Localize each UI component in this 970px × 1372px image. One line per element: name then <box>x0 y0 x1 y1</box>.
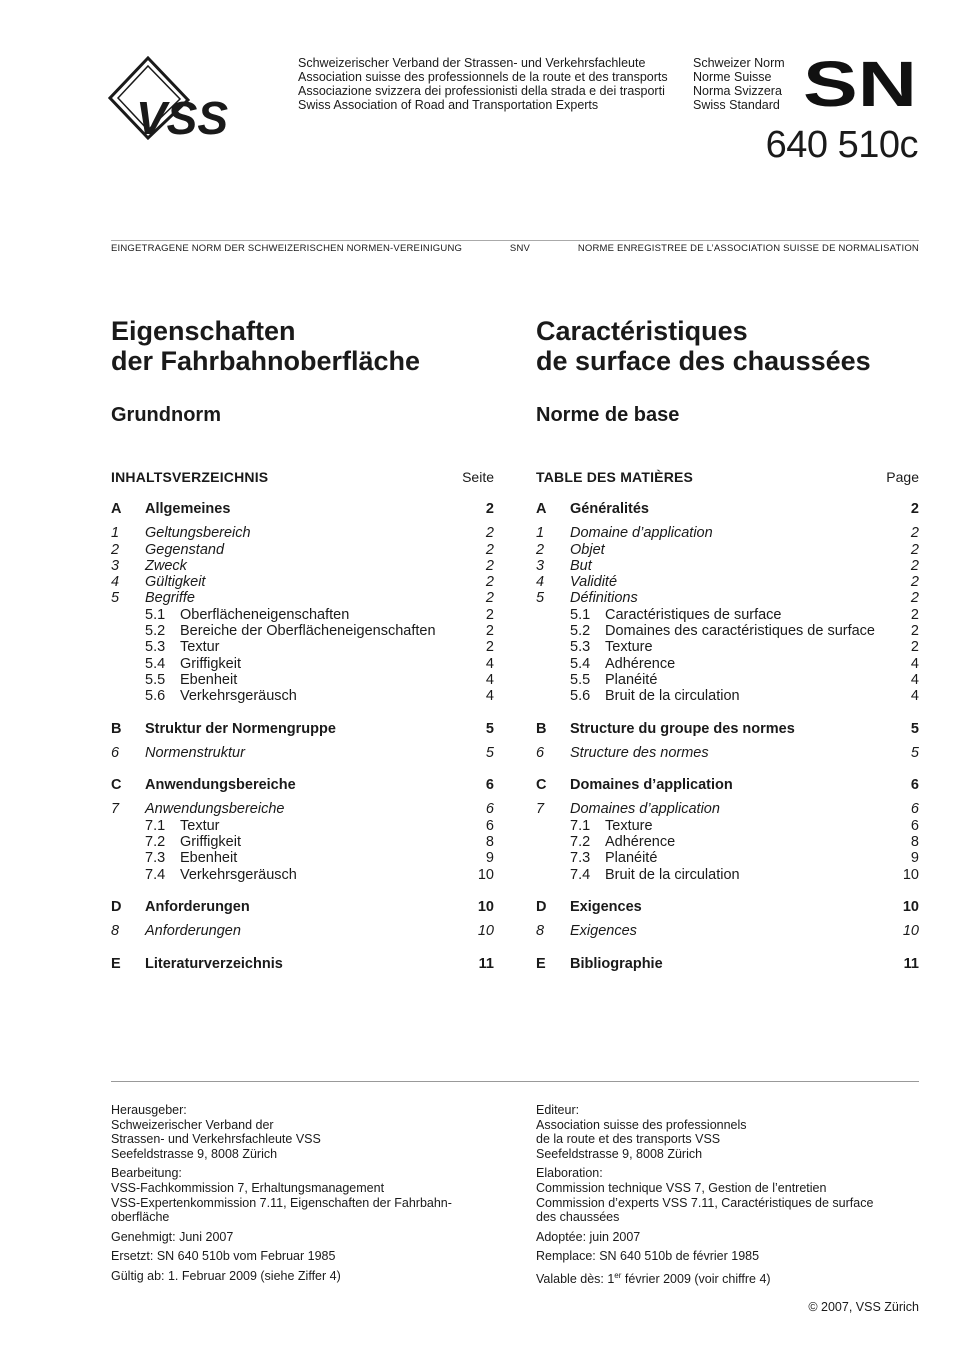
toc-entry <box>536 801 919 817</box>
toc-entry <box>536 899 919 915</box>
footer-line: Commission d’experts VSS 7.11, Caractéristiques de surface <box>536 1195 874 1210</box>
registration-line <box>111 240 919 254</box>
sn-logo-text: SN <box>803 58 917 110</box>
toc-page: 11 <box>478 955 494 972</box>
toc-entry <box>111 956 494 972</box>
toc-number: 4 <box>536 574 545 591</box>
toc-title: Textur <box>180 639 220 656</box>
footer-line: Elaboration: <box>536 1166 603 1181</box>
toc-title: Exigences <box>570 898 642 915</box>
toc-entry <box>111 777 494 793</box>
toc-entry <box>536 956 919 972</box>
footer-line: Genehmigt: Juni 2007 <box>111 1229 234 1244</box>
footer-divider <box>111 1081 919 1082</box>
toc-entry <box>536 818 919 834</box>
registration-fr: NORME ENREGISTREE DE L’ASSOCIATION SUISSE DE NORMALISATION <box>577 243 919 254</box>
toc-number: 6 <box>536 744 545 761</box>
toc-entry <box>536 558 919 574</box>
norm-name-en: Swiss Standard <box>693 98 780 112</box>
toc-number: 5.3 <box>570 639 591 656</box>
toc-spacer <box>536 517 919 525</box>
toc-entry <box>111 688 494 704</box>
toc-spacer <box>111 761 494 777</box>
toc-page: 2 <box>485 541 494 558</box>
toc-page: 5 <box>910 720 919 737</box>
toc-title: Domaines des caractéristiques de surface <box>605 623 875 640</box>
toc-number: 5.2 <box>145 623 166 640</box>
toc-spacer <box>536 793 919 801</box>
toc-number: 7.1 <box>145 817 166 834</box>
toc-page: 8 <box>910 834 919 851</box>
toc-page: 2 <box>485 639 494 656</box>
footer-line: Strassen- und Verkehrsfachleute VSS <box>111 1132 321 1147</box>
toc-page: 2 <box>910 501 919 517</box>
validity-suffix: février 2009 (voir chiffre 4) <box>621 1272 771 1287</box>
french-column <box>536 316 919 972</box>
toc-entry <box>536 923 919 939</box>
association-name-en: Swiss Association of Road and Transportation Experts <box>298 98 599 112</box>
toc-entry <box>111 923 494 939</box>
toc-spacer <box>111 940 494 956</box>
toc-title: Validité <box>570 574 618 591</box>
toc-entry <box>111 801 494 817</box>
toc-title: Texture <box>605 639 653 656</box>
toc-entry <box>536 688 919 704</box>
page-title-fr <box>536 316 919 376</box>
title-line: Eigenschaften <box>111 316 296 346</box>
footer-line: VSS-Expertenkommission 7.11, Eigenschaften der Fahrbahn- <box>111 1195 452 1210</box>
copyright: © 2007, VSS Zürich <box>808 1300 919 1314</box>
footer-group <box>111 1166 491 1224</box>
toc-number: D <box>111 898 122 915</box>
toc-entry <box>111 639 494 655</box>
footer-group <box>111 1230 491 1245</box>
toc-title: Literaturverzeichnis <box>145 955 283 972</box>
subtitle-de: Grundnorm <box>111 404 221 426</box>
toc-title: Zweck <box>145 557 187 574</box>
toc-page: 2 <box>485 525 494 542</box>
toc-number: 7.3 <box>570 850 591 867</box>
toc-title: Griffigkeit <box>180 655 241 672</box>
toc-entry <box>536 867 919 883</box>
footer-line: Adoptée: juin 2007 <box>536 1229 641 1244</box>
toc-page: 9 <box>910 850 919 867</box>
footer-line: Editeur: <box>536 1103 580 1117</box>
toc-number: 7 <box>111 801 120 818</box>
toc-entry <box>111 607 494 623</box>
toc-title: Bibliographie <box>570 955 663 972</box>
toc-page: 4 <box>485 671 494 688</box>
page-label: Page <box>886 469 919 485</box>
toc-page: 4 <box>910 671 919 688</box>
toc-entry <box>111 501 494 517</box>
publisher-info-fr <box>536 1103 916 1292</box>
sn-logo <box>803 58 919 110</box>
toc-page: 10 <box>477 866 494 883</box>
title-line: der Fahrbahnoberfläche <box>111 346 421 376</box>
toc-entry <box>536 590 919 606</box>
german-column <box>111 316 494 972</box>
toc-title: Structure des normes <box>570 744 709 761</box>
toc-page: 2 <box>910 639 919 656</box>
toc-entry <box>536 574 919 590</box>
footer-line: VSS-Fachkommission 7, Erhaltungsmanagement <box>111 1180 385 1195</box>
toc-number: 1 <box>111 525 120 542</box>
toc-page: 5 <box>910 744 919 761</box>
toc-title: Bereiche der Oberflächeneigenschaften <box>180 623 436 640</box>
footer-line: Seefeldstrasse 9, 8008 Zürich <box>536 1146 703 1161</box>
toc-number: 7.2 <box>145 834 166 851</box>
norm-name-de: Schweizer Norm <box>693 56 785 70</box>
toc-entry <box>536 745 919 761</box>
title-line: de surface des chaussées <box>536 346 871 376</box>
toc-title: Exigences <box>570 923 637 940</box>
toc-number: E <box>536 955 546 972</box>
toc-page: 10 <box>902 866 919 883</box>
toc-entry <box>536 850 919 866</box>
toc-title: Verkehrsgeräusch <box>180 688 297 705</box>
toc-entry <box>536 607 919 623</box>
toc-number: 3 <box>536 557 545 574</box>
toc-page: 6 <box>910 801 919 818</box>
toc-page: 4 <box>485 688 494 705</box>
footer-line: Ersetzt: SN 640 510b vom Februar 1985 <box>111 1249 336 1264</box>
toc-title: Struktur der Normengruppe <box>145 720 336 737</box>
toc-header-de <box>111 469 494 485</box>
footer-group <box>536 1166 916 1224</box>
footer-group <box>536 1249 916 1264</box>
footer-line: Herausgeber: <box>111 1103 187 1117</box>
toc-entry <box>111 590 494 606</box>
toc-number: 5 <box>111 590 120 607</box>
footer-line: oberfläche <box>111 1210 170 1225</box>
footer-line: Schweizerischer Verband der <box>111 1117 274 1132</box>
toc-title: Anforderungen <box>145 923 241 940</box>
footer-group <box>111 1269 491 1284</box>
toc-entry <box>536 834 919 850</box>
toc-entry <box>111 745 494 761</box>
toc-header-fr <box>536 469 919 485</box>
toc-number: 5 <box>536 590 545 607</box>
toc-entry <box>111 721 494 737</box>
toc-title: Généralités <box>570 501 649 517</box>
toc-number: 5.6 <box>145 688 166 705</box>
norm-name-fr: Norme Suisse <box>693 70 772 84</box>
toc-page: 10 <box>477 923 494 940</box>
toc-page: 6 <box>910 777 919 794</box>
toc-title: Bruit de la circulation <box>605 688 740 705</box>
toc-spacer <box>536 940 919 956</box>
toc-page: 5 <box>485 744 494 761</box>
toc-entry <box>111 672 494 688</box>
toc-page: 6 <box>910 817 919 834</box>
toc-title: Ebenheit <box>180 671 238 688</box>
toc-page: 4 <box>910 688 919 705</box>
toc-title: Gegenstand <box>145 541 225 558</box>
footer-group <box>536 1230 916 1245</box>
toc-title: Anwendungsbereiche <box>145 777 296 794</box>
toc-title: Bruit de la circulation <box>605 866 740 883</box>
toc-entry <box>536 672 919 688</box>
toc-title: Texture <box>605 817 653 834</box>
footer-group <box>536 1103 916 1161</box>
toc-spacer <box>536 915 919 923</box>
toc-entry <box>536 656 919 672</box>
toc-page: 10 <box>902 923 919 940</box>
page-title-de <box>111 316 494 376</box>
toc-spacer <box>111 915 494 923</box>
toc-title: Anforderungen <box>145 898 250 915</box>
toc-title: Ebenheit <box>180 850 238 867</box>
toc-entry <box>111 867 494 883</box>
toc-page: 4 <box>910 655 919 672</box>
toc-page: 10 <box>477 898 494 915</box>
toc-page: 6 <box>485 801 494 818</box>
association-name-de: Schweizerischer Verband der Strassen- und Verkehrsfachleute <box>298 56 646 70</box>
norm-language-names <box>693 56 785 112</box>
footer-line: des chaussées <box>536 1210 620 1225</box>
title-line: Caractéristiques <box>536 316 748 346</box>
validity-sup: er <box>614 1270 622 1280</box>
toc-number: 8 <box>536 923 545 940</box>
standard-number: 640 510c <box>765 124 918 166</box>
toc-title: Textur <box>180 817 220 834</box>
toc-spacer <box>111 883 494 899</box>
toc-title: Anwendungsbereiche <box>145 801 285 818</box>
toc-spacer <box>536 761 919 777</box>
registration-de: EINGETRAGENE NORM DER SCHWEIZERISCHEN NORMEN-VEREINIGUNG <box>111 243 463 254</box>
toc-number: B <box>111 720 122 737</box>
toc-page: 10 <box>902 898 919 915</box>
table-of-contents-fr <box>536 501 919 972</box>
toc-spacer <box>111 793 494 801</box>
toc-number: C <box>111 777 122 794</box>
toc-title: Objet <box>570 541 605 558</box>
toc-number: 7.4 <box>145 866 166 883</box>
registration-snv: SNV <box>509 243 531 254</box>
vss-logo-text: VSS <box>136 92 229 140</box>
toc-title: Oberflächeneigenschaften <box>180 606 350 623</box>
publisher-info-de <box>111 1103 491 1289</box>
toc-title: Verkehrsgeräusch <box>180 866 297 883</box>
toc-page: 2 <box>485 501 494 517</box>
toc-entry <box>111 525 494 541</box>
toc-number: A <box>111 501 122 517</box>
toc-title: Adhérence <box>605 655 676 672</box>
toc-entry <box>111 623 494 639</box>
toc-title: Planéité <box>605 671 658 688</box>
association-names <box>298 56 668 112</box>
subtitle-fr: Norme de base <box>536 404 680 426</box>
toc-page: 2 <box>910 525 919 542</box>
toc-number: 4 <box>111 574 120 591</box>
toc-number: 7.2 <box>570 834 591 851</box>
toc-page: 2 <box>910 557 919 574</box>
toc-number: 5.4 <box>145 655 166 672</box>
footer-line: Bearbeitung: <box>111 1166 182 1181</box>
validity-fr <box>536 1269 916 1287</box>
toc-entry <box>111 818 494 834</box>
toc-page: 11 <box>903 955 919 972</box>
toc-entry <box>536 777 919 793</box>
toc-number: 7.4 <box>570 866 591 883</box>
toc-title: Gültigkeit <box>145 574 206 591</box>
toc-number: 2 <box>536 541 545 558</box>
toc-title: Structure du groupe des normes <box>570 720 795 737</box>
toc-entry <box>111 656 494 672</box>
vss-logo <box>108 56 294 140</box>
toc-spacer <box>536 883 919 899</box>
toc-title: Allgemeines <box>145 501 231 517</box>
toc-page: 2 <box>485 557 494 574</box>
toc-title: Domaines d’application <box>570 777 733 794</box>
toc-number: 5.1 <box>570 606 591 623</box>
toc-number: 7.1 <box>570 817 591 834</box>
toc-number: B <box>536 720 547 737</box>
toc-number: A <box>536 501 547 517</box>
toc-number: 5.5 <box>570 671 591 688</box>
toc-page: 9 <box>485 850 494 867</box>
toc-entry <box>111 834 494 850</box>
toc-number: 5.1 <box>145 606 166 623</box>
toc-title: Geltungsbereich <box>145 525 251 542</box>
toc-entry <box>536 525 919 541</box>
toc-number: 7 <box>536 801 545 818</box>
toc-page: 5 <box>485 720 494 737</box>
toc-page: 2 <box>910 623 919 640</box>
toc-title: Griffigkeit <box>180 834 241 851</box>
toc-title: But <box>570 557 592 574</box>
toc-number: E <box>111 955 121 972</box>
toc-number: 8 <box>111 923 120 940</box>
validity-prefix: Valable dès: 1 <box>536 1272 615 1287</box>
toc-number: 6 <box>111 744 120 761</box>
toc-number: 5.2 <box>570 623 591 640</box>
toc-entry <box>536 623 919 639</box>
toc-title: Domaine d’application <box>570 525 713 542</box>
footer-line: Commission technique VSS 7, Gestion de l’entretien <box>536 1180 827 1195</box>
association-name-fr: Association suisse des professionnels de la route et des transports <box>298 70 668 84</box>
toc-label: TABLE DES MATIÈRES <box>536 469 694 485</box>
toc-number: 3 <box>111 557 120 574</box>
toc-number: 5.6 <box>570 688 591 705</box>
association-name-it: Associazione svizzera dei professionisti della strada e dei trasporti <box>298 84 665 98</box>
toc-entry <box>111 542 494 558</box>
toc-page: 2 <box>910 606 919 623</box>
toc-entry <box>536 501 919 517</box>
toc-entry <box>111 899 494 915</box>
page-label: Seite <box>462 469 494 485</box>
toc-spacer <box>536 737 919 745</box>
toc-entry <box>536 542 919 558</box>
toc-page: 2 <box>485 590 494 607</box>
toc-entry <box>536 639 919 655</box>
toc-page: 2 <box>910 574 919 591</box>
footer-group <box>111 1249 491 1264</box>
footer-line: de la route et des transports VSS <box>536 1132 721 1147</box>
toc-title: Begriffe <box>145 590 195 607</box>
toc-number: 1 <box>536 525 545 542</box>
footer-line: Association suisse des professionnels <box>536 1117 747 1132</box>
toc-number: 5.3 <box>145 639 166 656</box>
toc-page: 2 <box>910 541 919 558</box>
toc-page: 8 <box>485 834 494 851</box>
toc-number: 5.5 <box>145 671 166 688</box>
toc-spacer <box>111 705 494 721</box>
toc-title: Normenstruktur <box>145 744 245 761</box>
toc-number: 7.3 <box>145 850 166 867</box>
toc-title: Caractéristiques de surface <box>605 606 782 623</box>
toc-title: Définitions <box>570 590 638 607</box>
toc-entry <box>111 558 494 574</box>
norm-name-it: Norma Svizzera <box>693 84 782 98</box>
toc-title: Domaines d’application <box>570 801 720 818</box>
toc-spacer <box>111 517 494 525</box>
footer-line: Seefeldstrasse 9, 8008 Zürich <box>111 1146 278 1161</box>
toc-title: Planéité <box>605 850 658 867</box>
toc-page: 6 <box>485 777 494 794</box>
publisher-info-fr-groups <box>536 1103 916 1264</box>
toc-entry <box>536 721 919 737</box>
footer-line: Gültig ab: 1. Februar 2009 (siehe Ziffer 4) <box>111 1268 341 1283</box>
table-of-contents-de <box>111 501 494 972</box>
toc-number: C <box>536 777 547 794</box>
toc-entry <box>111 850 494 866</box>
toc-page: 6 <box>485 817 494 834</box>
toc-page: 2 <box>485 606 494 623</box>
toc-page: 2 <box>910 590 919 607</box>
toc-label: INHALTSVERZEICHNIS <box>111 469 269 485</box>
toc-title: Adhérence <box>605 834 676 851</box>
toc-number: 2 <box>111 541 120 558</box>
toc-entry <box>111 574 494 590</box>
toc-spacer <box>536 705 919 721</box>
toc-page: 2 <box>485 623 494 640</box>
footer-line: Remplace: SN 640 510b de février 1985 <box>536 1249 760 1264</box>
toc-number: 5.4 <box>570 655 591 672</box>
toc-number: D <box>536 898 547 915</box>
toc-page: 4 <box>485 655 494 672</box>
footer-group <box>111 1103 491 1161</box>
toc-spacer <box>111 737 494 745</box>
toc-page: 2 <box>485 574 494 591</box>
